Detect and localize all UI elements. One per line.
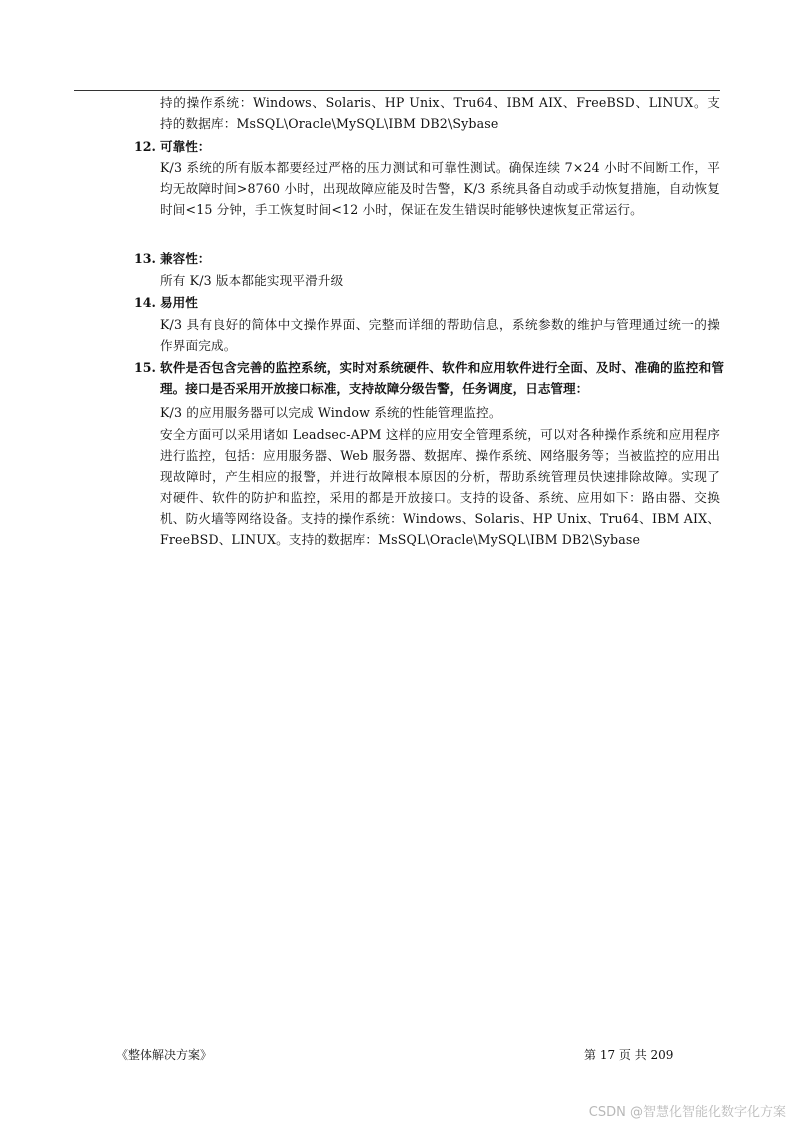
header-rule bbox=[74, 90, 720, 91]
section-15-heading bbox=[134, 357, 724, 399]
section-title: 软件是否包含完善的监控系统，实时对系统硬件、软件和应用软件进行全面、及时、准确的监控和管理。接口是否采用开放接口标准，支持故障分级告警，任务调度，日志管理： bbox=[160, 360, 724, 396]
section-number: 13. bbox=[134, 251, 156, 266]
section-12-heading bbox=[134, 136, 724, 157]
section-14-heading bbox=[134, 292, 724, 313]
watermark: CSDN @智慧化智能化数字化方案 bbox=[588, 1105, 786, 1120]
section-12-text: K/3 系统的所有版本都要经过严格的压力测试和可靠性测试。确保连续 7×24 小时不间断工作，平均无故障时间>8760 小时，出现故障应能及时告警，K/3 系统具备自动或手动恢复措施，自动恢复时间<15 分钟，手工恢复时间<12 小时，保证在发生错误时能够快速恢复正常运行。 bbox=[160, 160, 720, 217]
section-15-text-1: K/3 的应用服务器可以完成 Window 系统的性能管理监控。 bbox=[160, 405, 502, 420]
footer-page-info: 第 17 页 共 209 bbox=[584, 1048, 674, 1062]
section-title: 兼容性： bbox=[160, 251, 211, 266]
section-number: 12. bbox=[134, 139, 156, 154]
section-title: 易用性 bbox=[160, 295, 198, 310]
intro-paragraph: 持的操作系统：Windows、Solaris、HP Unix、Tru64、IBM AIX、FreeBSD、LINUX。支持的数据库：MsSQL\Oracle\MySQL\IBM DB2\Sybase bbox=[160, 95, 720, 131]
footer-doc-title: 《整体解决方案》 bbox=[116, 1048, 213, 1062]
section-number: 15. bbox=[134, 360, 156, 375]
section-13-text: 所有 K/3 版本都能实现平滑升级 bbox=[160, 273, 344, 288]
section-title: 可靠性： bbox=[160, 139, 211, 154]
section-14-text: K/3 具有良好的简体中文操作界面、完整而详细的帮助信息，系统参数的维护与管理通过统一的操作界面完成。 bbox=[160, 317, 720, 353]
section-15-text-2: 安全方面可以采用诸如 Leadsec-APM 这样的应用安全管理系统，可以对各种操作系统和应用程序进行监控，包括：应用服务器、Web 服务器、数据库、操作系统、网络服务等；当被监控的应用出现故障时，产生相应的报警，并进行故障根本原因的分析，帮助系统管理员快速排除故障。实现了对硬件、软件的防护和监控，采用的都是开放接口。支持的设备、系统、应用如下：路由器、交换机、防火墙等网络设备。支持的操作系统：Windows、Solaris、HP Unix、Tru64、IBM AIX、FreeBSD、LINUX。支持的数据库：MsSQL\Oracle\MySQL\IBM DB2\Sybase bbox=[160, 427, 720, 547]
section-13-heading bbox=[134, 248, 724, 269]
section-number: 14. bbox=[134, 295, 156, 310]
